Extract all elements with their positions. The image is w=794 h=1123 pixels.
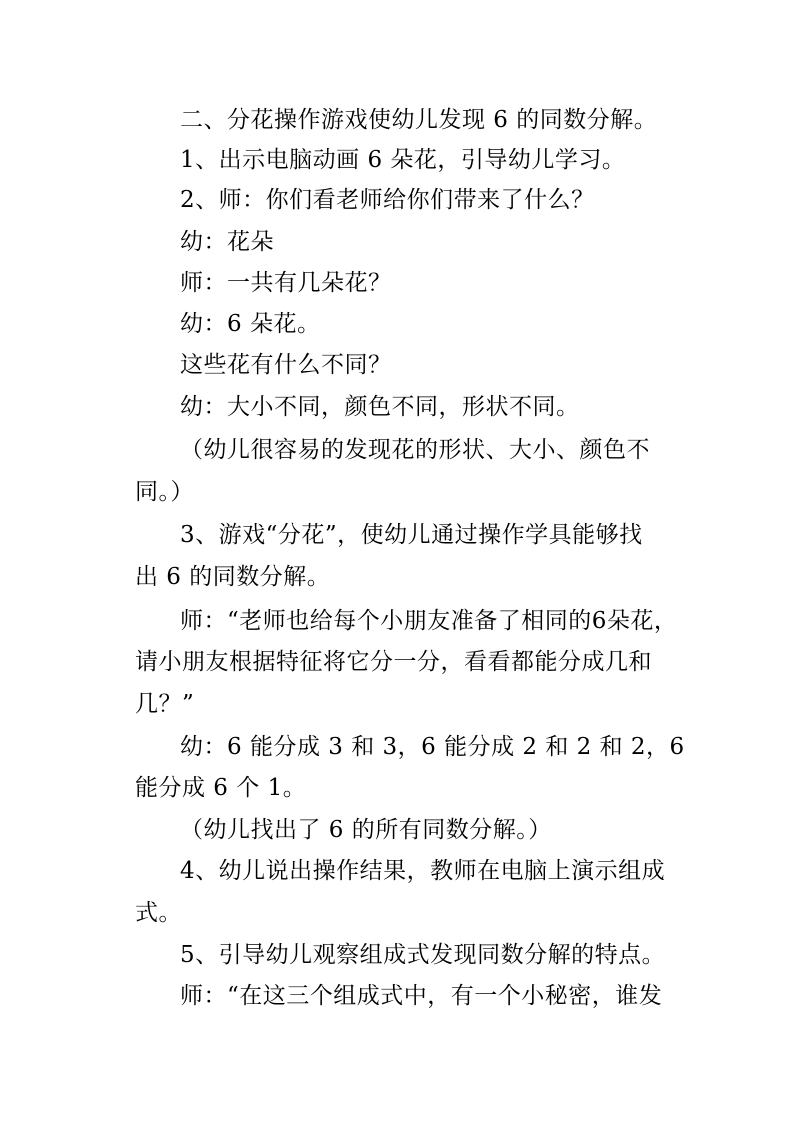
paragraph-line: 4、幼儿说出操作结果，教师在电脑上演示组成 — [180, 858, 666, 884]
section-heading: 二、分花操作游戏使幼儿发现 6 的同数分解。 — [180, 107, 658, 133]
paragraph-line: 幼：6 能分成 3 和 3，6 能分成 2 和 2 和 2，6 — [180, 734, 685, 760]
paragraph-line: （幼儿很容易的发现花的形状、大小、颜色不 — [180, 437, 650, 463]
paragraph-line: 师：一共有几朵花？ — [180, 270, 392, 296]
paragraph-line: 2、师：你们看老师给你们带来了什么？ — [180, 187, 595, 213]
paragraph-line: 几？” — [135, 691, 195, 717]
paragraph-line: 式。 — [135, 900, 182, 926]
paragraph-line: 幼：大小不同，颜色不同，形状不同。 — [180, 394, 580, 420]
paragraph-line: 能分成 6 个 1。 — [135, 775, 307, 801]
paragraph-line: 这些花有什么不同？ — [180, 352, 392, 378]
paragraph-line: 幼：花朵 — [180, 229, 274, 255]
paragraph-line: 3、游戏“分花”，使幼儿通过操作学具能够找 — [180, 522, 643, 548]
paragraph-line: （幼儿找出了 6 的所有同数分解。） — [180, 817, 552, 843]
paragraph-line: 出 6 的同数分解。 — [135, 564, 331, 590]
paragraph-line: 5、引导幼儿观察组成式发现同数分解的特点。 — [180, 942, 666, 968]
paragraph-line: 请小朋友根据特征将它分一分，看看都能分成几和 — [135, 649, 652, 675]
paragraph-line: 师：“老师也给每个小朋友准备了相同的6朵花， — [180, 608, 678, 634]
paragraph-line: 师：“在这三个组成式中，有一个小秘密，谁发 — [180, 983, 663, 1009]
paragraph-line: 1、出示电脑动画 6 朵花，引导幼儿学习。 — [180, 147, 626, 173]
paragraph-line: 幼：6 朵花。 — [180, 311, 321, 337]
paragraph-line: 同。） — [135, 479, 194, 505]
